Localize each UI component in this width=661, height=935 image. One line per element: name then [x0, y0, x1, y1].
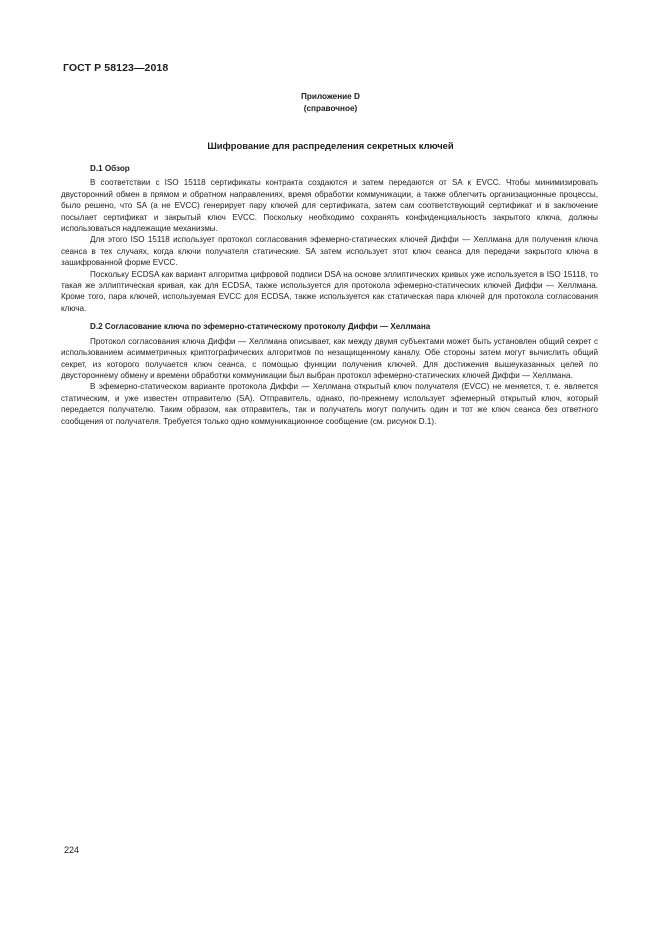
- document-header: ГОСТ Р 58123—2018: [63, 62, 169, 74]
- appendix-title: Приложение D: [301, 92, 360, 101]
- appendix-heading: [0, 91, 661, 114]
- paragraph: Для этого ISO 15118 использует протокол согласования эфемерно-статических ключей Диффи — Хеллмана для получения ключа сеанса в тех случаях, когда ключи получателя статические. SA затем использует этот ключ сеанса для передачи закрытого ключа в зашифрованной форме EVCC.: [61, 235, 598, 268]
- page-number: 224: [64, 845, 80, 855]
- paragraph: В соответствии с ISO 15118 сертификаты контракта создаются и затем передаются от SA к EVCC. Чтобы минимизировать двусторонний обмен в прямом и обратном направлениях, время обработки коммуникации, а также облегчить организационные процессы, было решено, что SA (а не EVCC) генерирует пару ключей для сертификата, затем сам соответствующий сертификат и в заключение посылает сертификат и закрытый ключ EVCC. Поскольку необходимо сохранять конфиденциальность закрытого ключа, должны использоваться надлежащие механизмы.: [61, 178, 598, 234]
- document-body: [61, 163, 598, 427]
- section-title: Шифрование для распределения секретных ключей: [207, 140, 454, 151]
- section-heading-d1: D.1 Обзор: [90, 164, 130, 173]
- paragraph: В эфемерно-статическом варианте протокола Диффи — Хеллмана открытый ключ получателя (EVCC) не меняется, т. е. является статическим, и уже известен отправителю (SA). Отправитель, однако, по-прежнему использует эфемерный открытый ключ, который передается получателю. Таким образом, как отправитель, так и получатель могут получить один и тот же ключ сеанса без ответного сообщения от получателя. Требуется только одно коммуникационное сообщение (см. рисунок D.1).: [61, 382, 598, 426]
- paragraph: Поскольку ECDSA как вариант алгоритма цифровой подписи DSA на основе эллиптических кривых уже используется в ISO 15118, то такая же эллиптическая кривая, как для ECDSA, также используется для протокола эфемерно-статических ключей Диффи — Хеллмана. Кроме того, пара ключей, используемая EVCC для ECDSA, также используется как статическая пара ключей для протокола согласования ключа.: [61, 269, 598, 313]
- section-heading-d2: D.2 Согласование ключа по эфемерно-статическому протоколу Диффи — Хеллмана: [90, 322, 431, 332]
- paragraph: Протокол согласования ключа Диффи — Хеллмана описывает, как между двумя субъектами может быть установлен общий секрет с использованием асимметричных криптографических алгоритмов по незащищенному каналу. Обе стороны затем могут вычислить общий секрет, из которого получается ключ сеанса, с помощью функции получения ключей. Для достижения вышеуказанных целей по двустороннему обмену и времени обработки коммуникации был выбран протокол эфемерно-статических ключей Диффи — Хеллмана.: [61, 336, 598, 380]
- appendix-subtitle: (справочное): [303, 103, 358, 113]
